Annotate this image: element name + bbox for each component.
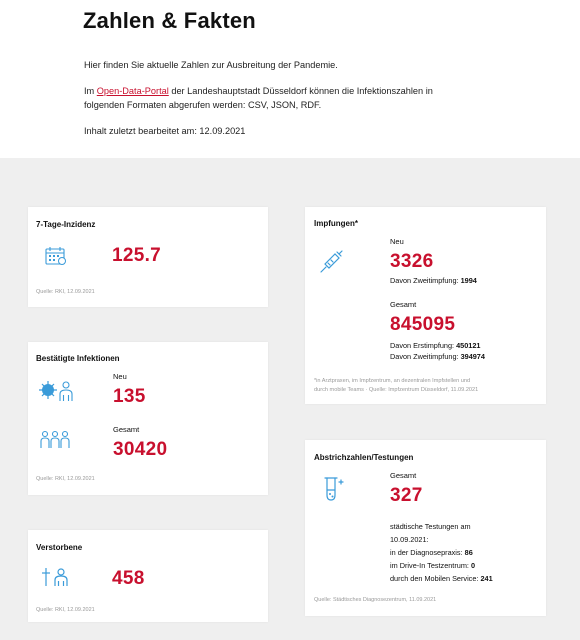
confirmed-title: Bestätigte Infektionen [36,354,120,363]
vaccinations-title: Impfungen* [314,219,358,228]
total-first-label: Davon Erstimpfung: [390,341,455,350]
incidence-value: 125.7 [112,245,162,266]
tests-total-value: 327 [390,485,423,506]
vaccinations-card [305,207,546,404]
tests-line-1: städtische Testungen am [390,522,471,531]
tests-total-label: Gesamt [390,471,417,480]
incidence-title: 7-Tage-Inzidenz [36,220,96,229]
mobile-value: 241 [480,574,493,583]
vaccinations-new-second [390,275,477,287]
deaths-source: Quelle: RKI, 12.09.2021 [36,607,95,613]
new-second-value: 1994 [460,276,477,285]
mobile-label: durch den Mobilen Service: [390,574,479,583]
vaccinations-new-label: Neu [390,237,404,246]
vaccinations-new-value: 3326 [390,251,434,272]
total-first-value: 450121 [456,341,481,350]
calendar-icon [45,246,67,266]
confirmed-card [28,342,268,495]
incidence-source: Quelle: RKI, 12.09.2021 [36,289,95,295]
group-icon [40,430,70,450]
test-tube-icon [321,476,345,502]
cross-person-icon [41,567,71,587]
virus-person-icon [39,380,75,402]
vaccinations-total-first [390,340,480,352]
deaths-value: 458 [112,568,145,589]
intro-text: Hier finden Sie aktuelle Zahlen zur Ausbreitung der Pandemie. [84,60,338,70]
confirmed-total-value: 30420 [113,439,168,460]
tests-title: Abstrichzahlen/Testungen [314,453,414,462]
vaccinations-total-label: Gesamt [390,300,417,309]
total-second-value: 394974 [460,352,485,361]
tests-card [305,440,546,616]
intro-formats: folgenden Formaten abgerufen werden: CSV, JSON, RDF. [84,100,322,110]
footnote-line-2: durch mobile Teams · Quelle: Impfzentrum Düsseldorf, 11.09.2021 [314,387,479,393]
new-second-label: Davon Zweitimpfung: [390,276,459,285]
tests-drivein [390,560,475,572]
confirmed-total-label: Gesamt [113,425,140,434]
confirmed-new-label: Neu [113,372,127,381]
footnote-line-1: *in Arztpraxen, im Impfzentrum, an dezentralen Impfstellen und [314,378,471,384]
vaccinations-total-second [390,351,485,363]
syringe-icon [320,249,344,273]
vaccinations-total-value: 845095 [390,314,456,335]
drivein-value: 0 [470,561,476,570]
tests-line-2: 10.09.2021: [390,535,429,544]
last-edited: Inhalt zuletzt bearbeitet am: 12.09.2021 [84,126,246,136]
page-title: Zahlen & Fakten [83,8,256,33]
intro-suffix: der Landeshauptstadt Düsseldorf können die Infektionszahlen in [168,86,433,96]
incidence-card [28,207,268,307]
confirmed-source: Quelle: RKI, 12.09.2021 [36,476,95,482]
practice-value: 86 [464,548,473,557]
tests-practice [390,547,473,559]
intro-open-data-line [84,84,433,98]
practice-label: in der Diagnosepraxis: [390,548,463,557]
intro-section [0,0,580,158]
total-second-label: Davon Zweitimpfung: [390,352,459,361]
intro-prefix: Im [84,86,97,96]
tests-source: Quelle: Städtisches Diagnosezentrum, 11.09.2021 [314,597,437,603]
deaths-title: Verstorbene [36,543,83,552]
drivein-label: im Drive-In Testzentrum: [390,561,469,570]
confirmed-new-value: 135 [113,386,146,407]
deaths-card [28,530,268,622]
tests-mobile [390,573,493,585]
vaccinations-footnote [314,377,529,395]
open-data-portal-link[interactable]: Open-Data-Portal [96,86,169,96]
